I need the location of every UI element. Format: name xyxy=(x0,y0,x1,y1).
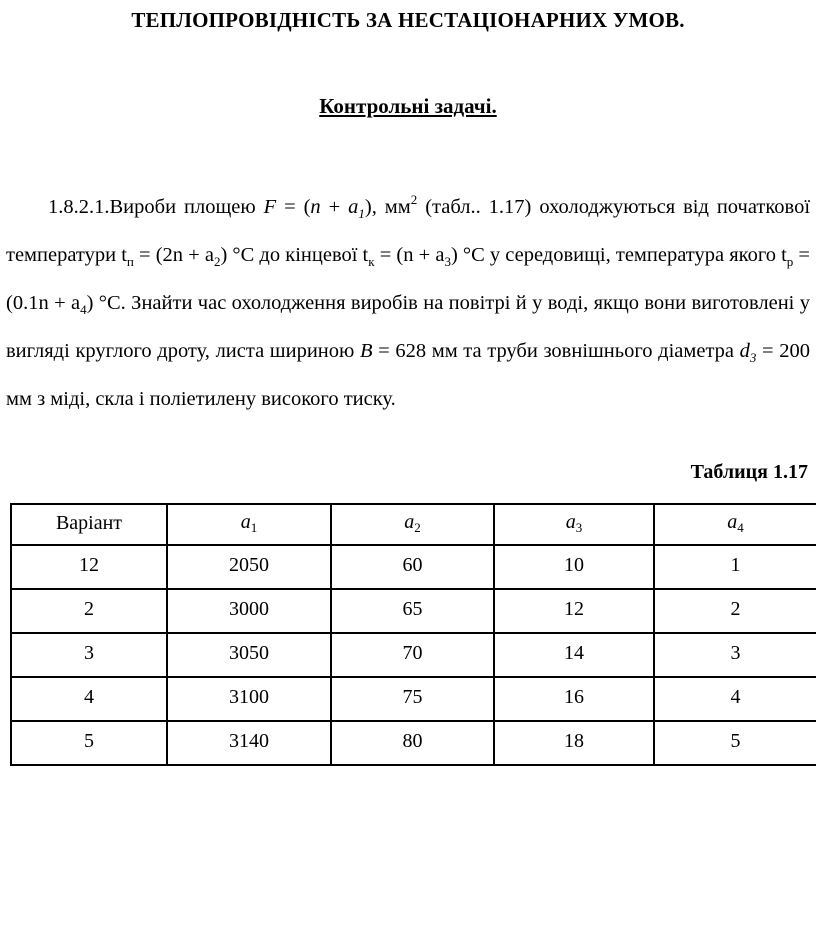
page-subtitle: Контрольні задачі. xyxy=(319,94,497,118)
table-cell: 12 xyxy=(494,589,654,633)
subscript: 3 xyxy=(444,254,451,269)
table-cell: 4 xyxy=(654,677,816,721)
paragraph-segment: (табл.. 1.17) охолоджуються від початкової температури t xyxy=(6,196,811,266)
table-row xyxy=(11,589,816,633)
table-cell: 5 xyxy=(654,721,816,765)
table-cell: 12 xyxy=(11,545,167,589)
paragraph-segment: ) °С у середовищі, температура якого t xyxy=(450,244,787,266)
var-a: a xyxy=(348,196,359,218)
subscript: 3 xyxy=(575,519,583,535)
paragraph-segment: = (2n + a xyxy=(133,244,214,266)
header-cell-a2 xyxy=(331,504,494,545)
table-cell: 3140 xyxy=(167,721,331,765)
subscript: 4 xyxy=(737,519,744,535)
paragraph-segment: 1.8.2.1.Вироби площею xyxy=(48,196,264,218)
var-d: d xyxy=(739,340,750,362)
subscript: 2 xyxy=(213,254,221,269)
var-n: n xyxy=(310,196,321,218)
table-cell: 3050 xyxy=(167,633,331,677)
var-a: a xyxy=(727,510,738,533)
subscript: 3 xyxy=(749,350,757,365)
table-cell: 10 xyxy=(494,545,654,589)
table-cell: 14 xyxy=(494,633,654,677)
var-a: a xyxy=(565,510,576,533)
table-row xyxy=(11,677,816,721)
table-cell: 2 xyxy=(11,589,167,633)
var-a: a xyxy=(404,510,415,533)
page-title: ТЕПЛОПРОВІДНІСТЬ ЗА НЕСТАЦІОНАРНИХ УМОВ. xyxy=(131,8,685,32)
subscript: 4 xyxy=(80,302,87,317)
var-B: B xyxy=(359,340,373,362)
table-cell: 18 xyxy=(494,721,654,765)
table-cell: 4 xyxy=(11,677,167,721)
superscript: 2 xyxy=(410,192,418,207)
header-cell-variant: Варіант xyxy=(11,504,167,545)
table-cell: 2050 xyxy=(167,545,331,589)
table-cell: 60 xyxy=(331,545,494,589)
paragraph-segment: ) °С до кінцевої t xyxy=(220,244,369,266)
table-row xyxy=(11,633,816,677)
table-cell: 3000 xyxy=(167,589,331,633)
var-a: a xyxy=(240,510,251,533)
paragraph-segment: = ( xyxy=(276,196,311,218)
table-cell: 1 xyxy=(654,545,816,589)
subscript: к xyxy=(368,254,375,269)
subscript: п xyxy=(126,254,134,269)
paragraph-segment: = 628 мм та труби зовнішнього діаметра xyxy=(372,340,740,362)
subscript: 2 xyxy=(414,519,421,535)
header-cell-a3 xyxy=(494,504,654,545)
problem-statement xyxy=(6,183,810,423)
header-row xyxy=(11,504,816,545)
header-cell-a1 xyxy=(167,504,331,545)
table-cell: 3 xyxy=(11,633,167,677)
subscript: р xyxy=(786,254,794,269)
table-cell: 5 xyxy=(11,721,167,765)
table-cell: 16 xyxy=(494,677,654,721)
subscript: 1 xyxy=(358,206,365,221)
paragraph-segment: = 200 мм з міді, скла і поліетилену високого тиску. xyxy=(6,340,810,410)
paragraph-segment: ), мм xyxy=(364,196,411,218)
table-cell: 3100 xyxy=(167,677,331,721)
table-row xyxy=(11,721,816,765)
table-cell: 3 xyxy=(654,633,816,677)
table-cell: 75 xyxy=(331,677,494,721)
variants-table xyxy=(10,503,816,766)
paragraph-segment: = (n + a xyxy=(374,244,445,266)
paragraph-segment: + xyxy=(320,196,349,218)
subscript: 1 xyxy=(250,519,258,535)
table-cell: 65 xyxy=(331,589,494,633)
paragraph-segment: ) °С. Знайти час охолодження виробів на повітрі й у воді, якщо вони виготовлені у вигляді круглого дроту, листа шириною xyxy=(6,292,810,362)
table-row xyxy=(11,545,816,589)
header-cell-a4 xyxy=(654,504,816,545)
table-cell: 70 xyxy=(331,633,494,677)
paragraph-segment: = (0.1n + a xyxy=(6,244,810,314)
table-cell: 2 xyxy=(654,589,816,633)
var-F: F xyxy=(263,196,277,218)
table-caption: Таблиця 1.17 xyxy=(690,461,808,483)
table-cell: 80 xyxy=(331,721,494,765)
